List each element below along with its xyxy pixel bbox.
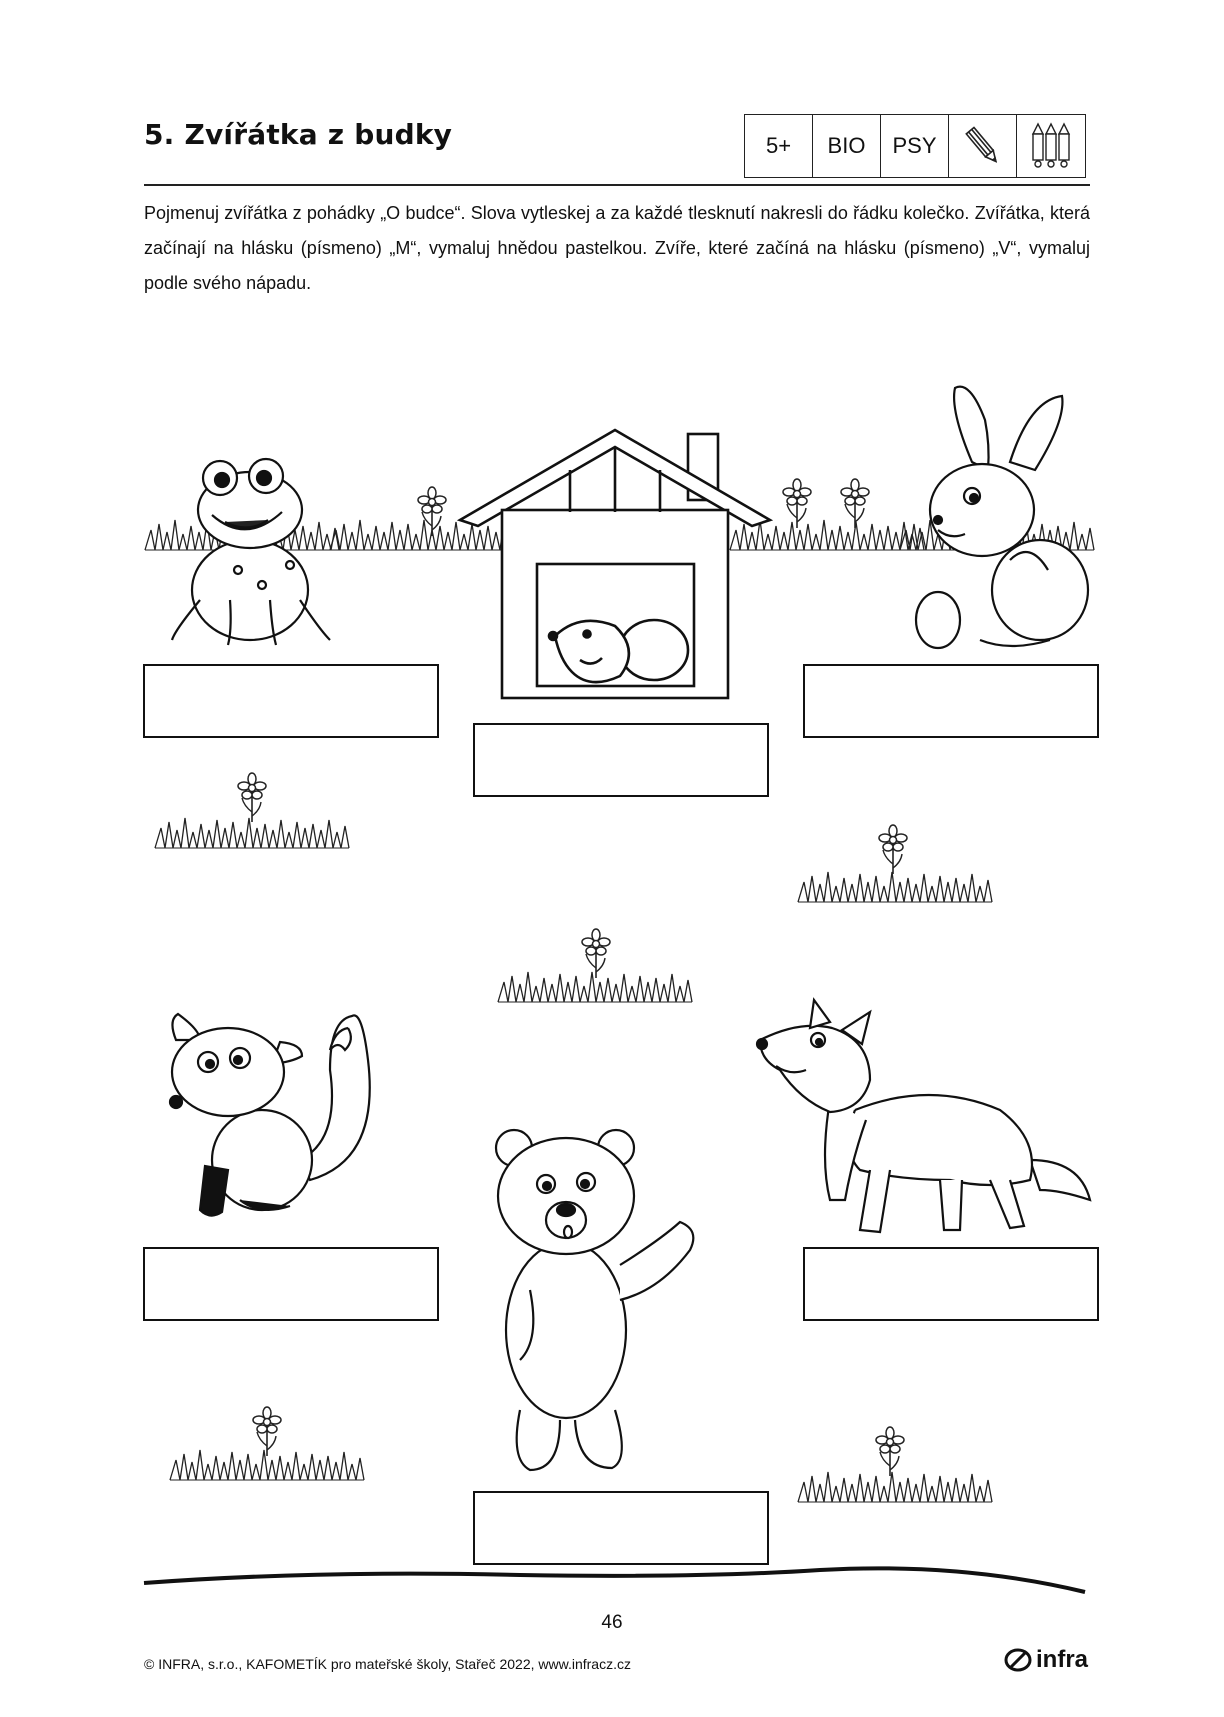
flower-icon bbox=[783, 479, 811, 528]
grass-clump bbox=[798, 872, 992, 902]
page-number: 46 bbox=[601, 1612, 623, 1633]
flower-icon bbox=[876, 1427, 904, 1476]
flower-icon bbox=[841, 479, 869, 528]
answer-box-hare[interactable] bbox=[803, 664, 1099, 738]
instructions-text: Pojmenuj zvířátka z pohádky „O budce“. Slova vytleskej a za každé tlesknutí nakresli do řádku kolečko. Zvířátka, která začínají na hlásku (písmeno) „M“, vymaluj hnědou pastelkou. Zvíře, které začíná na hlásku (písmeno) „V“, vymaluj podle svého nápadu. bbox=[144, 203, 1090, 293]
fox-illustration bbox=[170, 1014, 370, 1216]
answer-box-fox[interactable] bbox=[143, 1247, 439, 1321]
answer-box-wolf[interactable] bbox=[803, 1247, 1099, 1321]
infra-logo bbox=[1004, 1646, 1088, 1674]
flower-icon bbox=[582, 929, 610, 978]
grass-clump bbox=[155, 818, 349, 848]
answer-box-mouse[interactable] bbox=[473, 723, 769, 797]
grass-clump bbox=[798, 1472, 992, 1502]
page-title: 5. Zvířátka z budky bbox=[144, 118, 453, 151]
flower-icon bbox=[238, 773, 266, 822]
tag-bio: BIO bbox=[813, 115, 881, 177]
footer-copyright: © INFRA, s.r.o., KAFOMETÍK pro mateřské školy, Stařeč 2022, www.infracz.cz bbox=[144, 1656, 631, 1672]
grass-clump bbox=[498, 972, 692, 1002]
tag-age: 5+ bbox=[745, 115, 813, 177]
flower-icon bbox=[253, 1407, 281, 1456]
frog-illustration bbox=[172, 459, 330, 645]
tag-psy: PSY bbox=[881, 115, 949, 177]
bottom-wave-line bbox=[144, 1568, 1085, 1592]
bear-illustration bbox=[496, 1130, 693, 1470]
hare-illustration bbox=[916, 387, 1088, 648]
house-with-mouse-illustration bbox=[460, 430, 770, 698]
wolf-illustration bbox=[757, 1000, 1090, 1232]
answer-box-frog[interactable] bbox=[143, 664, 439, 738]
logo-text: infra bbox=[1036, 1646, 1089, 1673]
answer-box-bear[interactable] bbox=[473, 1491, 769, 1565]
infra-logo-icon bbox=[1004, 1648, 1032, 1672]
flower-icon bbox=[879, 825, 907, 874]
